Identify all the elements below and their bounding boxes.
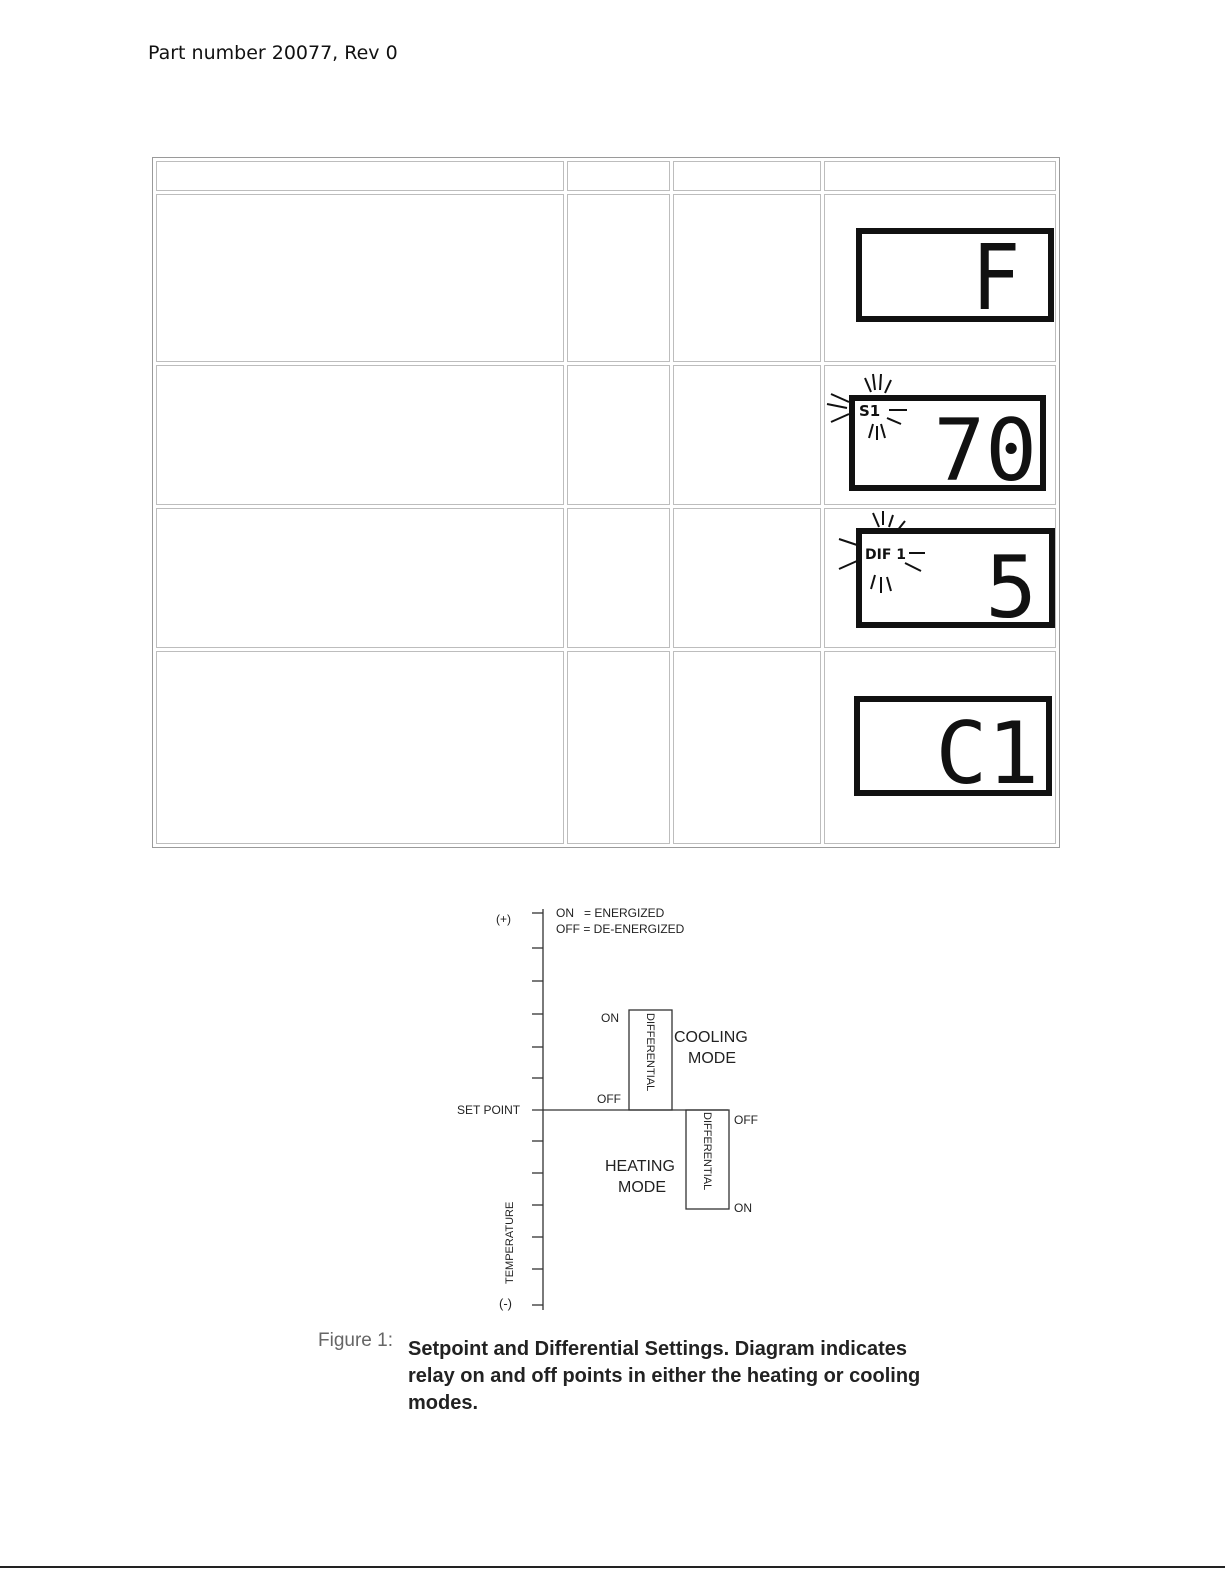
cooling-differential-label: DIFFERENTIAL bbox=[644, 1013, 656, 1092]
heating-off-label: OFF bbox=[734, 1113, 758, 1127]
page-header: Part number 20077, Rev 0 bbox=[148, 42, 398, 64]
heating-mode-line2: MODE bbox=[618, 1179, 666, 1196]
lcd-indicator: DIF 1 bbox=[865, 547, 907, 563]
cooling-on-label: ON bbox=[601, 1011, 619, 1025]
lcd-digits: 70 bbox=[933, 401, 1037, 501]
cooling-mode-line2: MODE bbox=[688, 1050, 736, 1067]
heating-mode-line1: HEATING bbox=[605, 1158, 675, 1175]
legend-on: ON = ENERGIZED bbox=[556, 906, 665, 920]
heating-on-label: ON bbox=[734, 1201, 752, 1215]
lcd-digits: 5 bbox=[985, 538, 1037, 638]
figure-caption-lead: Figure 1: bbox=[318, 1330, 393, 1351]
axis-minus: (-) bbox=[499, 1296, 512, 1311]
temperature-axis-label: TEMPERATURE bbox=[504, 1201, 516, 1284]
cooling-mode-line1: COOLING bbox=[674, 1029, 748, 1046]
lcd-indicator: S1 bbox=[859, 402, 881, 420]
setpoint-label: SET POINT bbox=[457, 1103, 521, 1117]
lcd-digits: C1 bbox=[935, 703, 1039, 804]
lcd-digits: F bbox=[971, 227, 1021, 332]
footer-rule bbox=[0, 1566, 1225, 1568]
heating-differential-label: DIFFERENTIAL bbox=[701, 1112, 713, 1191]
legend-off: OFF = DE-ENERGIZED bbox=[556, 922, 685, 936]
cooling-off-label: OFF bbox=[597, 1092, 621, 1106]
figure-caption-body: Setpoint and Differential Settings. Diagram indicates relay on and off points in either the heating or cooling modes. bbox=[408, 1338, 921, 1414]
axis-plus: (+) bbox=[496, 912, 511, 926]
